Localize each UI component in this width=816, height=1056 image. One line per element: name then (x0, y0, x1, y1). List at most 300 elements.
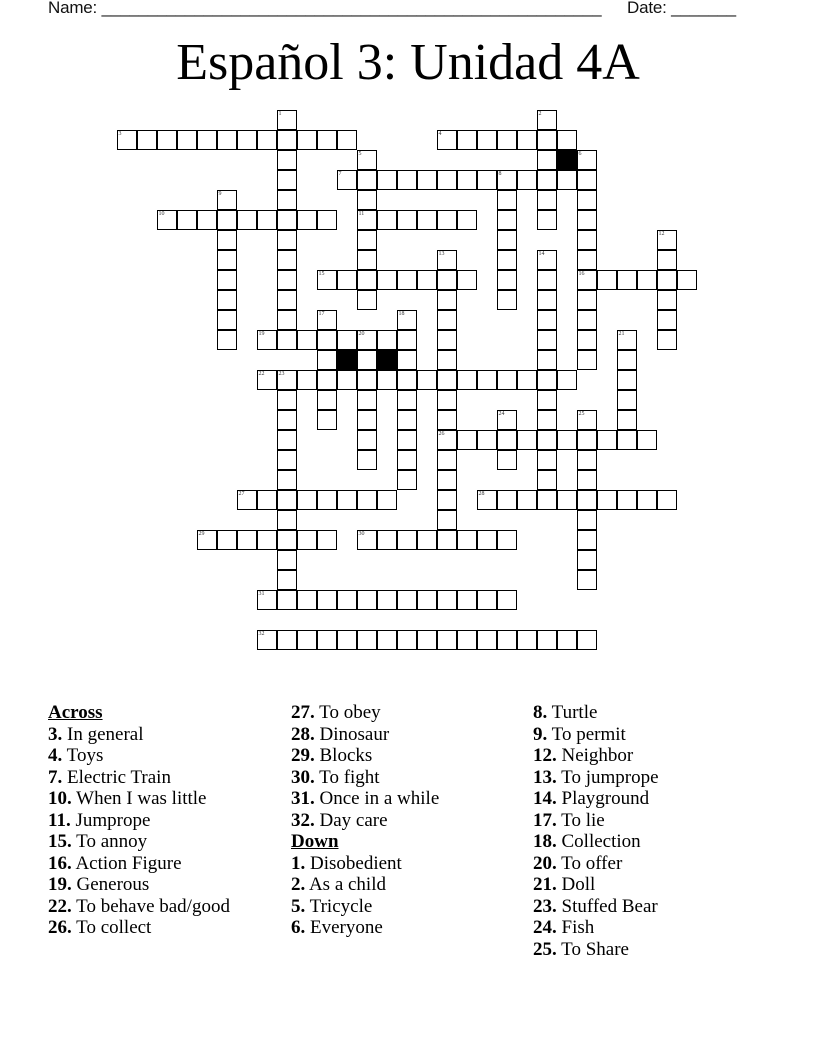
cell-number: 21 (618, 330, 625, 337)
crossword-cell[interactable] (437, 490, 457, 510)
crossword-cell[interactable] (537, 370, 557, 390)
crossword-cell[interactable] (357, 150, 377, 170)
crossword-cell[interactable] (277, 410, 297, 430)
crossword-cell[interactable] (297, 530, 317, 550)
crossword-cell[interactable] (397, 630, 417, 650)
crossword-cell[interactable] (557, 130, 577, 150)
crossword-cell[interactable] (357, 330, 377, 350)
clue-text: Action Figure (75, 852, 182, 874)
crossword-cell[interactable] (397, 170, 417, 190)
crossword-cell[interactable] (217, 230, 237, 250)
crossword-cell[interactable] (657, 310, 677, 330)
crossword-cell[interactable] (217, 290, 237, 310)
crossword-cell[interactable] (277, 550, 297, 570)
crossword-cell[interactable] (357, 170, 377, 190)
crossword-cell[interactable] (437, 430, 457, 450)
crossword-cell[interactable] (497, 190, 517, 210)
crossword-cell[interactable] (377, 210, 397, 230)
crossword-cell[interactable] (357, 230, 377, 250)
crossword-cell[interactable] (537, 410, 557, 430)
crossword-cell[interactable] (297, 210, 317, 230)
crossword-cell[interactable] (277, 130, 297, 150)
clue-down-5 (291, 896, 439, 918)
crossword-cell[interactable] (297, 630, 317, 650)
crossword-cell[interactable] (437, 630, 457, 650)
crossword-cell[interactable] (497, 130, 517, 150)
crossword-cell[interactable] (417, 590, 437, 610)
crossword-cell[interactable] (517, 490, 537, 510)
crossword-cell[interactable] (417, 370, 437, 390)
crossword-cell[interactable] (217, 270, 237, 290)
crossword-cell[interactable] (577, 450, 597, 470)
cell-number: 31 (258, 590, 265, 597)
crossword-cell[interactable] (497, 590, 517, 610)
crossword-cell[interactable] (617, 330, 637, 350)
clue-number: 16. (48, 852, 72, 874)
crossword-cell[interactable] (497, 290, 517, 310)
crossword-cell[interactable] (277, 590, 297, 610)
crossword-cell[interactable] (597, 270, 617, 290)
crossword-cell[interactable] (437, 210, 457, 230)
crossword-cell[interactable] (257, 630, 277, 650)
crossword-cell[interactable] (397, 410, 417, 430)
crossword-cell[interactable] (617, 430, 637, 450)
crossword-cell[interactable] (317, 390, 337, 410)
crossword-cell[interactable] (597, 430, 617, 450)
crossword-cell[interactable] (637, 270, 657, 290)
crossword-cell[interactable] (277, 470, 297, 490)
crossword-cell[interactable] (357, 210, 377, 230)
crossword-cell[interactable] (257, 210, 277, 230)
crossword-cell[interactable] (357, 630, 377, 650)
date-field-label[interactable]: Date: _______ (627, 0, 736, 17)
crossword-cell[interactable] (457, 530, 477, 550)
crossword-cell[interactable] (337, 330, 357, 350)
crossword-cell[interactable] (497, 230, 517, 250)
crossword-cell[interactable] (337, 370, 357, 390)
crossword-cell[interactable] (277, 390, 297, 410)
crossword-cell[interactable] (457, 630, 477, 650)
crossword-cell[interactable] (457, 430, 477, 450)
crossword-cell[interactable] (277, 170, 297, 190)
crossword-cell[interactable] (437, 390, 457, 410)
crossword-cell[interactable] (317, 330, 337, 350)
crossword-cell[interactable] (397, 370, 417, 390)
crossword-cell[interactable] (557, 630, 577, 650)
crossword-cell[interactable] (577, 290, 597, 310)
crossword-cell[interactable] (397, 470, 417, 490)
crossword-cell[interactable] (437, 290, 457, 310)
crossword-cell[interactable] (437, 530, 457, 550)
crossword-cell[interactable] (437, 250, 457, 270)
crossword-cell[interactable] (277, 210, 297, 230)
crossword-cell[interactable] (497, 370, 517, 390)
crossword-cell[interactable] (557, 490, 577, 510)
crossword-cell[interactable] (577, 270, 597, 290)
clue-number: 21. (533, 874, 557, 895)
crossword-cell[interactable] (497, 630, 517, 650)
crossword-cell[interactable] (277, 310, 297, 330)
crossword-cell[interactable] (477, 590, 497, 610)
crossword-cell[interactable] (477, 530, 497, 550)
crossword-cell[interactable] (657, 290, 677, 310)
clue-text: To jumprope (561, 766, 659, 788)
crossword-cell[interactable] (537, 490, 557, 510)
clue-text: To Share (561, 938, 629, 960)
crossword-cell[interactable] (497, 170, 517, 190)
crossword-cell[interactable] (397, 330, 417, 350)
crossword-cell[interactable] (537, 290, 557, 310)
crossword-cell[interactable] (437, 350, 457, 370)
crossword-cell[interactable] (417, 270, 437, 290)
crossword-cell[interactable] (397, 590, 417, 610)
crossword-cell[interactable] (657, 230, 677, 250)
crossword-cell[interactable] (497, 450, 517, 470)
clue-number: 15. (48, 831, 72, 852)
crossword-cell[interactable] (537, 450, 557, 470)
crossword-cell[interactable] (337, 490, 357, 510)
cell-number: 25 (578, 410, 585, 417)
cell-number: 15 (318, 270, 325, 277)
crossword-cell[interactable] (437, 510, 457, 530)
crossword-cell[interactable] (537, 470, 557, 490)
crossword-cell[interactable] (357, 350, 377, 370)
crossword-cell[interactable] (437, 330, 457, 350)
crossword-cell[interactable] (297, 130, 317, 150)
crossword-cell[interactable] (577, 150, 597, 170)
crossword-cell[interactable] (277, 430, 297, 450)
clue-number: 12. (533, 745, 557, 766)
crossword-cell[interactable] (517, 170, 537, 190)
crossword-cell[interactable] (557, 370, 577, 390)
clue-across-30 (291, 767, 439, 789)
crossword-cell[interactable] (277, 150, 297, 170)
crossword-cell[interactable] (217, 530, 237, 550)
crossword-cell[interactable] (577, 550, 597, 570)
crossword-cell[interactable] (537, 310, 557, 330)
crossword-cell[interactable] (217, 210, 237, 230)
crossword-cell[interactable] (357, 430, 377, 450)
crossword-cell[interactable] (617, 370, 637, 390)
crossword-cell[interactable] (637, 490, 657, 510)
crossword-cell[interactable] (377, 630, 397, 650)
crossword-cell[interactable] (337, 130, 357, 150)
crossword-cell[interactable] (337, 170, 357, 190)
crossword-cell[interactable] (277, 570, 297, 590)
crossword-cell[interactable] (457, 210, 477, 230)
crossword-cell[interactable] (617, 390, 637, 410)
crossword-cell[interactable] (517, 630, 537, 650)
crossword-cell[interactable] (277, 290, 297, 310)
clue-number: 28. (291, 723, 315, 745)
crossword-cell[interactable] (557, 430, 577, 450)
crossword-cell[interactable] (397, 390, 417, 410)
crossword-cell[interactable] (257, 130, 277, 150)
crossword-cell[interactable] (537, 630, 557, 650)
crossword-cell[interactable] (237, 210, 257, 230)
crossword-cell[interactable] (477, 630, 497, 650)
crossword-cell[interactable] (437, 270, 457, 290)
crossword-cell[interactable] (537, 130, 557, 150)
crossword-cell[interactable] (317, 350, 337, 370)
crossword-cell[interactable] (277, 510, 297, 530)
name-field-label[interactable]: Name: ______________________________________________________ (48, 0, 602, 17)
cell-number: 9 (218, 190, 222, 197)
crossword-cell[interactable] (257, 590, 277, 610)
crossword-cell[interactable] (157, 210, 177, 230)
crossword-cell[interactable] (657, 270, 677, 290)
crossword-cell[interactable] (537, 170, 557, 190)
crossword-cell[interactable] (577, 210, 597, 230)
crossword-cell[interactable] (437, 590, 457, 610)
crossword-cell[interactable] (357, 290, 377, 310)
clue-down-21 (533, 874, 659, 896)
crossword-cell[interactable] (317, 370, 337, 390)
crossword-cell[interactable] (537, 190, 557, 210)
crossword-cell[interactable] (357, 250, 377, 270)
crossword-cell[interactable] (297, 330, 317, 350)
crossword-cell[interactable] (537, 390, 557, 410)
crossword-cell[interactable] (437, 130, 457, 150)
crossword-cell[interactable] (477, 370, 497, 390)
crossword-cell[interactable] (357, 450, 377, 470)
crossword-cell[interactable] (597, 490, 617, 510)
crossword-cell[interactable] (557, 170, 577, 190)
crossword-cell[interactable] (577, 630, 597, 650)
crossword-cell[interactable] (317, 130, 337, 150)
crossword-cell[interactable] (577, 410, 597, 430)
clue-across-31 (291, 788, 439, 810)
crossword-cell[interactable] (397, 350, 417, 370)
crossword-cell[interactable] (437, 410, 457, 430)
crossword-cell[interactable] (497, 250, 517, 270)
crossword-cell[interactable] (317, 310, 337, 330)
crossword-cell[interactable] (357, 530, 377, 550)
crossword-cell[interactable] (317, 630, 337, 650)
crossword-cell[interactable] (577, 190, 597, 210)
crossword-cell[interactable] (197, 130, 217, 150)
clue-text: To collect (76, 917, 152, 938)
crossword-cell[interactable] (437, 170, 457, 190)
crossword-cell[interactable] (477, 170, 497, 190)
crossword-cell[interactable] (277, 110, 297, 130)
crossword-cell[interactable] (417, 530, 437, 550)
clue-text: To offer (561, 852, 623, 874)
crossword-cell[interactable] (577, 530, 597, 550)
crossword-cell[interactable] (357, 370, 377, 390)
crossword-cell[interactable] (317, 410, 337, 430)
crossword-cell[interactable] (377, 270, 397, 290)
crossword-cell[interactable] (377, 490, 397, 510)
crossword-cell[interactable] (217, 130, 237, 150)
crossword-cell[interactable] (417, 630, 437, 650)
cell-number: 6 (578, 150, 582, 157)
crossword-cell[interactable] (537, 250, 557, 270)
crossword-cell[interactable] (537, 350, 557, 370)
crossword-cell[interactable] (277, 450, 297, 470)
crossword-cell[interactable] (437, 370, 457, 390)
crossword-cell[interactable] (577, 230, 597, 250)
crossword-cell[interactable] (397, 430, 417, 450)
clue-text: Electric Train (67, 766, 171, 788)
crossword-cell[interactable] (477, 430, 497, 450)
crossword-cell[interactable] (217, 250, 237, 270)
crossword-cell[interactable] (277, 530, 297, 550)
crossword-cell[interactable] (277, 630, 297, 650)
clue-across-26 (48, 917, 230, 939)
crossword-cell[interactable] (197, 530, 217, 550)
crossword-cell[interactable] (317, 530, 337, 550)
crossword-cell[interactable] (457, 170, 477, 190)
crossword-cell[interactable] (537, 210, 557, 230)
crossword-cell[interactable] (457, 370, 477, 390)
crossword-cell[interactable] (417, 170, 437, 190)
crossword-cell[interactable] (537, 150, 557, 170)
crossword-cell[interactable] (357, 590, 377, 610)
crossword-cell[interactable] (617, 270, 637, 290)
crossword-cell[interactable] (357, 410, 377, 430)
crossword-cell[interactable] (577, 310, 597, 330)
crossword-cell[interactable] (337, 590, 357, 610)
cell-number: 30 (358, 530, 365, 537)
crossword-cell[interactable] (477, 130, 497, 150)
crossword-cell[interactable] (217, 310, 237, 330)
crossword-cell[interactable] (397, 310, 417, 330)
crossword-cell[interactable] (537, 330, 557, 350)
crossword-cell[interactable] (577, 490, 597, 510)
crossword-cell[interactable] (657, 490, 677, 510)
crossword-cell[interactable] (257, 370, 277, 390)
crossword-cell[interactable] (157, 130, 177, 150)
clue-number: 20. (533, 852, 557, 874)
crossword-cell[interactable] (377, 170, 397, 190)
crossword-cell[interactable] (117, 130, 137, 150)
crossword-cell[interactable] (237, 530, 257, 550)
crossword-cell[interactable] (517, 370, 537, 390)
crossword-cell[interactable] (617, 350, 637, 370)
crossword-cell[interactable] (537, 110, 557, 130)
crossword-cell[interactable] (497, 430, 517, 450)
crossword-cell[interactable] (437, 310, 457, 330)
crossword-cell[interactable] (677, 270, 697, 290)
cell-number: 10 (158, 210, 165, 217)
crossword-cell[interactable] (357, 390, 377, 410)
crossword-cell[interactable] (277, 250, 297, 270)
crossword-cell[interactable] (277, 190, 297, 210)
cell-number: 23 (278, 370, 285, 377)
crossword-cell[interactable] (177, 210, 197, 230)
cell-number: 7 (338, 170, 342, 177)
crossword-cell[interactable] (637, 430, 657, 450)
crossword-cell[interactable] (277, 230, 297, 250)
crossword-cell[interactable] (197, 210, 217, 230)
crossword-cell[interactable] (577, 250, 597, 270)
clue-column-2 (291, 702, 439, 939)
crossword-cell[interactable] (277, 330, 297, 350)
crossword-cell[interactable] (357, 490, 377, 510)
crossword-cell[interactable] (577, 470, 597, 490)
cell-number: 32 (258, 630, 265, 637)
crossword-cell[interactable] (497, 490, 517, 510)
crossword-cell[interactable] (237, 490, 257, 510)
clue-number: 18. (533, 831, 557, 852)
crossword-cell[interactable] (137, 130, 157, 150)
crossword-cell[interactable] (377, 530, 397, 550)
crossword-cell[interactable] (497, 410, 517, 430)
crossword-cell[interactable] (437, 450, 457, 470)
crossword-cell[interactable] (577, 510, 597, 530)
crossword-cell[interactable] (657, 250, 677, 270)
crossword-cell[interactable] (377, 370, 397, 390)
crossword-cell[interactable] (217, 330, 237, 350)
crossword-cell[interactable] (477, 490, 497, 510)
crossword-cell[interactable] (577, 430, 597, 450)
crossword-cell[interactable] (417, 210, 437, 230)
crossword-cell[interactable] (537, 430, 557, 450)
crossword-cell[interactable] (297, 370, 317, 390)
crossword-cell[interactable] (397, 270, 417, 290)
black-cell (337, 350, 357, 370)
crossword-cell[interactable] (357, 270, 377, 290)
crossword-cell[interactable] (457, 270, 477, 290)
crossword-cell[interactable] (337, 270, 357, 290)
crossword-cell[interactable] (237, 130, 257, 150)
crossword-cell[interactable] (397, 450, 417, 470)
crossword-cell[interactable] (217, 190, 237, 210)
cell-number: 29 (198, 530, 205, 537)
crossword-cell[interactable] (457, 130, 477, 150)
crossword-cell[interactable] (257, 330, 277, 350)
crossword-cell[interactable] (257, 490, 277, 510)
crossword-cell[interactable] (437, 470, 457, 490)
crossword-cell[interactable] (317, 490, 337, 510)
crossword-cell[interactable] (497, 530, 517, 550)
crossword-cell[interactable] (577, 570, 597, 590)
crossword-cell[interactable] (377, 330, 397, 350)
crossword-cell[interactable] (317, 590, 337, 610)
crossword-cell[interactable] (277, 370, 297, 390)
crossword-cell[interactable] (517, 130, 537, 150)
crossword-cell[interactable] (277, 490, 297, 510)
crossword-cell[interactable] (357, 190, 377, 210)
crossword-cell[interactable] (257, 530, 277, 550)
crossword-cell[interactable] (577, 170, 597, 190)
crossword-cell[interactable] (397, 210, 417, 230)
clue-number: 13. (533, 766, 557, 788)
crossword-cell[interactable] (617, 490, 637, 510)
crossword-cell[interactable] (497, 270, 517, 290)
crossword-cell[interactable] (497, 210, 517, 230)
crossword-cell[interactable] (577, 330, 597, 350)
crossword-cell[interactable] (317, 210, 337, 230)
crossword-cell[interactable] (617, 410, 637, 430)
crossword-cell[interactable] (377, 590, 397, 610)
crossword-cell[interactable] (397, 530, 417, 550)
crossword-cell[interactable] (537, 270, 557, 290)
crossword-cell[interactable] (297, 490, 317, 510)
crossword-cell[interactable] (177, 130, 197, 150)
crossword-cell[interactable] (517, 430, 537, 450)
clue-text: To obey (319, 702, 381, 723)
cell-number: 1 (278, 110, 282, 117)
crossword-cell[interactable] (337, 630, 357, 650)
crossword-cell[interactable] (317, 270, 337, 290)
crossword-cell[interactable] (657, 330, 677, 350)
crossword-cell[interactable] (277, 270, 297, 290)
crossword-cell[interactable] (457, 590, 477, 610)
crossword-cell[interactable] (297, 590, 317, 610)
crossword-cell[interactable] (577, 350, 597, 370)
